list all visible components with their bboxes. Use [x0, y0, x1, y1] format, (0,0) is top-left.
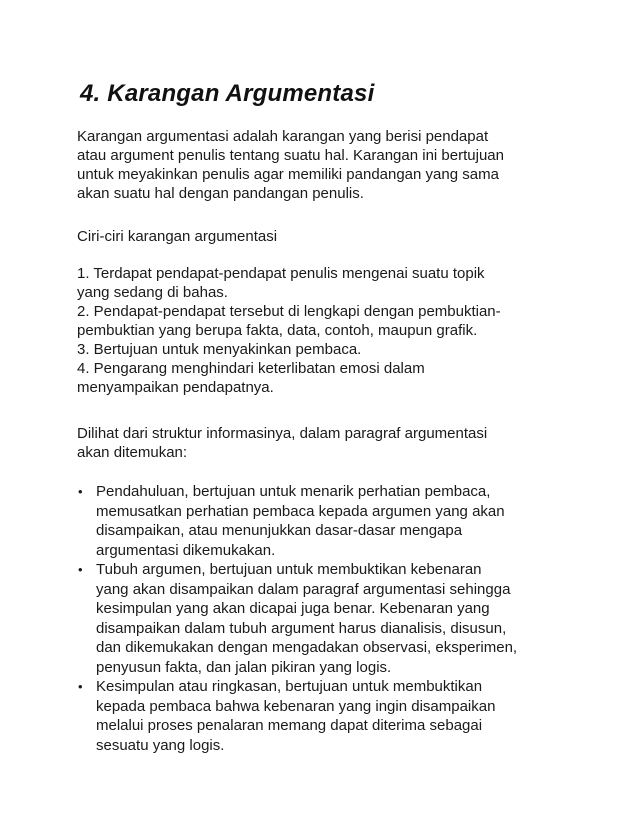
- structure-bullet-list: [77, 482, 607, 755]
- characteristics-line: yang sedang di bahas.: [77, 284, 228, 301]
- intro-line: atau argument penulis tentang suatu hal. Karangan ini bertujuan: [77, 147, 504, 164]
- list-item-line: kesimpulan yang akan dicapai juga benar. Kebenaran yang: [96, 600, 490, 617]
- bullet-icon: •: [78, 562, 83, 577]
- intro-line: akan suatu hal dengan pandangan penulis.: [77, 185, 364, 202]
- list-item-line: kepada pembaca bahwa kebenaran yang ingin disampaikan: [96, 697, 496, 715]
- characteristics-heading-text: Ciri-ciri karangan argumentasi: [77, 228, 278, 245]
- intro-line: untuk meyakinkan penulis agar memiliki pandangan yang sama: [77, 166, 499, 183]
- intro-line: Karangan argumentasi adalah karangan yang berisi pendapat: [77, 128, 489, 145]
- list-item-line: dan dikemukakan dengan mengadakan observasi, eksperimen,: [96, 639, 518, 656]
- bullet-icon: •: [78, 484, 83, 499]
- list-item-line: sesuatu yang logis.: [96, 736, 225, 754]
- characteristics-line: 3. Bertujuan untuk menyakinkan pembaca.: [77, 341, 362, 358]
- list-item-line: Tubuh argumen, bertujuan untuk membuktikan kebenaran: [96, 561, 482, 578]
- list-item-line: argumentasi dikemukakan.: [96, 541, 276, 559]
- characteristics-list: [77, 264, 597, 397]
- list-item-kesimpulan: [77, 677, 607, 755]
- characteristics-line: menyampaikan pendapatnya.: [77, 379, 274, 396]
- list-item-tubuh-argumen: [77, 560, 607, 677]
- list-item-line: memusatkan perhatian pembaca kepada argumen yang akan: [96, 502, 505, 520]
- characteristics-line: 4. Pengarang menghindari keterlibatan emosi dalam: [77, 360, 425, 377]
- characteristics-line: 2. Pendapat-pendapat tersebut di lengkapi dengan pembuktian-: [77, 303, 501, 320]
- list-item-line: yang akan disampaikan dalam paragraf argumentasi sehingga: [96, 580, 511, 598]
- structure-intro-line: akan ditemukan:: [77, 444, 188, 461]
- list-item-line: Pendahuluan, bertujuan untuk menarik perhatian pembaca,: [96, 483, 491, 500]
- bullet-icon: •: [78, 679, 83, 694]
- list-item-line: disampaikan dalam tubuh argument harus dianalisis, disusun,: [96, 619, 507, 637]
- characteristics-heading: [77, 227, 597, 246]
- structure-intro: [77, 424, 597, 462]
- list-item-pendahuluan: [77, 482, 607, 560]
- intro-paragraph: [77, 127, 597, 203]
- list-item-line: penyusun fakta, dan jalan pikiran yang logis.: [96, 658, 392, 676]
- characteristics-line: 1. Terdapat pendapat-pendapat penulis mengenai suatu topik: [77, 265, 485, 282]
- characteristics-line: pembuktian yang berupa fakta, data, contoh, maupun grafik.: [77, 322, 478, 339]
- list-item-line: disampaikan, atau menunjukkan dasar-dasar mengapa: [96, 522, 463, 539]
- list-item-line: Kesimpulan atau ringkasan, bertujuan untuk membuktikan: [96, 678, 483, 695]
- list-item-line: melalui proses penalaran memang dapat diterima sebagai: [96, 717, 483, 734]
- page-title: 4. Karangan Argumentasi: [80, 80, 375, 107]
- structure-intro-line: Dilihat dari struktur informasinya, dalam paragraf argumentasi: [77, 425, 488, 442]
